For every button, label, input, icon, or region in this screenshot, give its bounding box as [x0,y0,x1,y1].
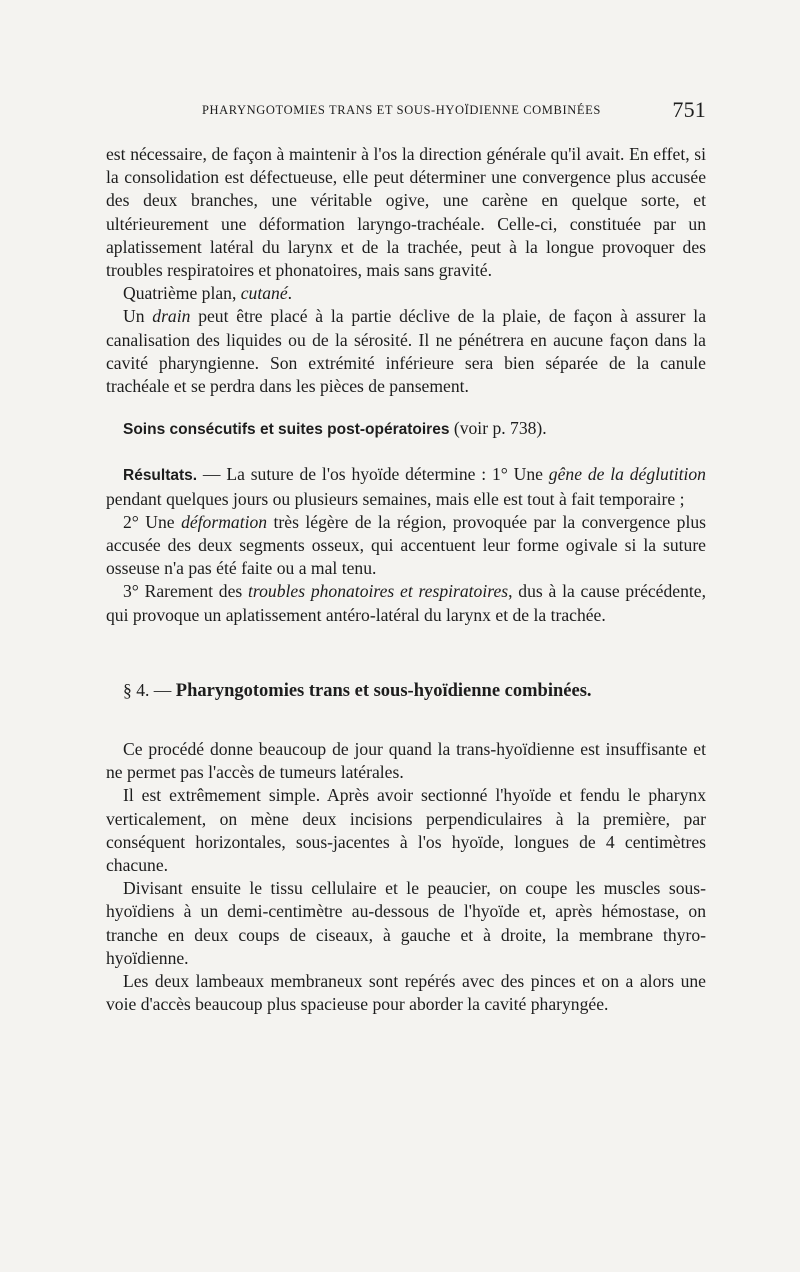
paragraph-results: Résultats. — La suture de l'os hyoïde détermine : 1° Une gêne de la déglutition pendant quelques jours ou plusieurs semaines, mais elle est tout à fait temporaire ; [106,464,706,509]
paragraph-result-2: 2° Une déformation très légère de la région, provoquée par la convergence plus accusée des deux segments osseux, qui accentuent leur forme ogivale si la suture osseuse n'a pas été faite ou a mal tenu. [106,511,706,579]
section-heading [106,679,706,703]
paragraph-procedure-division: Divisant ensuite le tissu cellulaire et le peaucier, on coupe les muscles sous-hyoïdiens à un demi-centimètre au-dessous de l'hyoïde et, après hémostase, on tranche en deux coups de ciseaux, à gauche et à droite, la membrane thyro-hyoïdienne. [106,878,706,968]
paragraph-procedure-flaps: Les deux lambeaux membraneux sont repérés avec des pinces et on a alors une voie d'accès beaucoup plus spacieuse pour aborder la cavité pharyngée. [106,971,706,1015]
page-number: 751 [672,97,706,122]
paragraph-fourth-plan: Quatrième plan, cutané. [123,283,293,304]
results-heading: Résultats. [123,467,198,485]
section-number: § 4. — [123,679,176,700]
page-body [106,143,706,1017]
running-title: PHARYNGOTOMIES TRANS ET SOUS-HYOÏDIENNE COMBINÉES [202,103,601,117]
paragraph-continuation: est nécessaire, de façon à maintenir à l'os la direction générale qu'il avait. En effet, si la consolidation est défectueuse, elle peut déterminer une convergence plus accusée des deux branches, une véritable ogive, une carène en quelque sorte, et ultérieurement une déformation laryngo-trachéale. Celle-ci, constituée par un aplatissement latéral du larynx et de la trachée, peut à la longue provoquer des troubles respiratoires et phonatoires, mais sans gravité. [106,144,706,281]
paragraph-procedure-intro: Ce procédé donne beaucoup de jour quand la trans-hyoïdienne est insuffisante et ne permet pas l'accès de tumeurs latérales. [106,739,706,783]
paragraph-result-3: 3° Rarement des troubles phonatoires et respiratoires, dus à la cause précédente, qui provoque un aplatissement antéro-latéral du larynx et de la trachée. [106,581,706,625]
postop-care-heading: Soins consécutifs et suites post-opératoires [123,421,450,439]
section-title: Pharyngotomies trans et sous-hyoïdienne combinées. [175,680,592,701]
page-header [202,97,706,122]
paragraph-drain: Un drain peut être placé à la partie déclive de la plaie, de façon à assurer la canalisation des liquides ou de la sérosité. Il ne pénétrera en aucune façon dans la cavité pharyngienne. Son extrémité inférieure sera bien séparée de la canule trachéale et se perdra dans les pièces de pansement. [106,306,707,397]
paragraph-procedure-steps: Il est extrêmement simple. Après avoir sectionné l'hyoïde et fendu le pharynx verticalement, on mène deux incisions perpendiculaires à la première, par conséquent horizontales, sous-jacentes à l'os hyoïde, longues de 4 centimètres chacune. [106,785,706,876]
paragraph-postop-care: Soins consécutifs et suites post-opératoires (voir p. 738). [123,418,547,439]
